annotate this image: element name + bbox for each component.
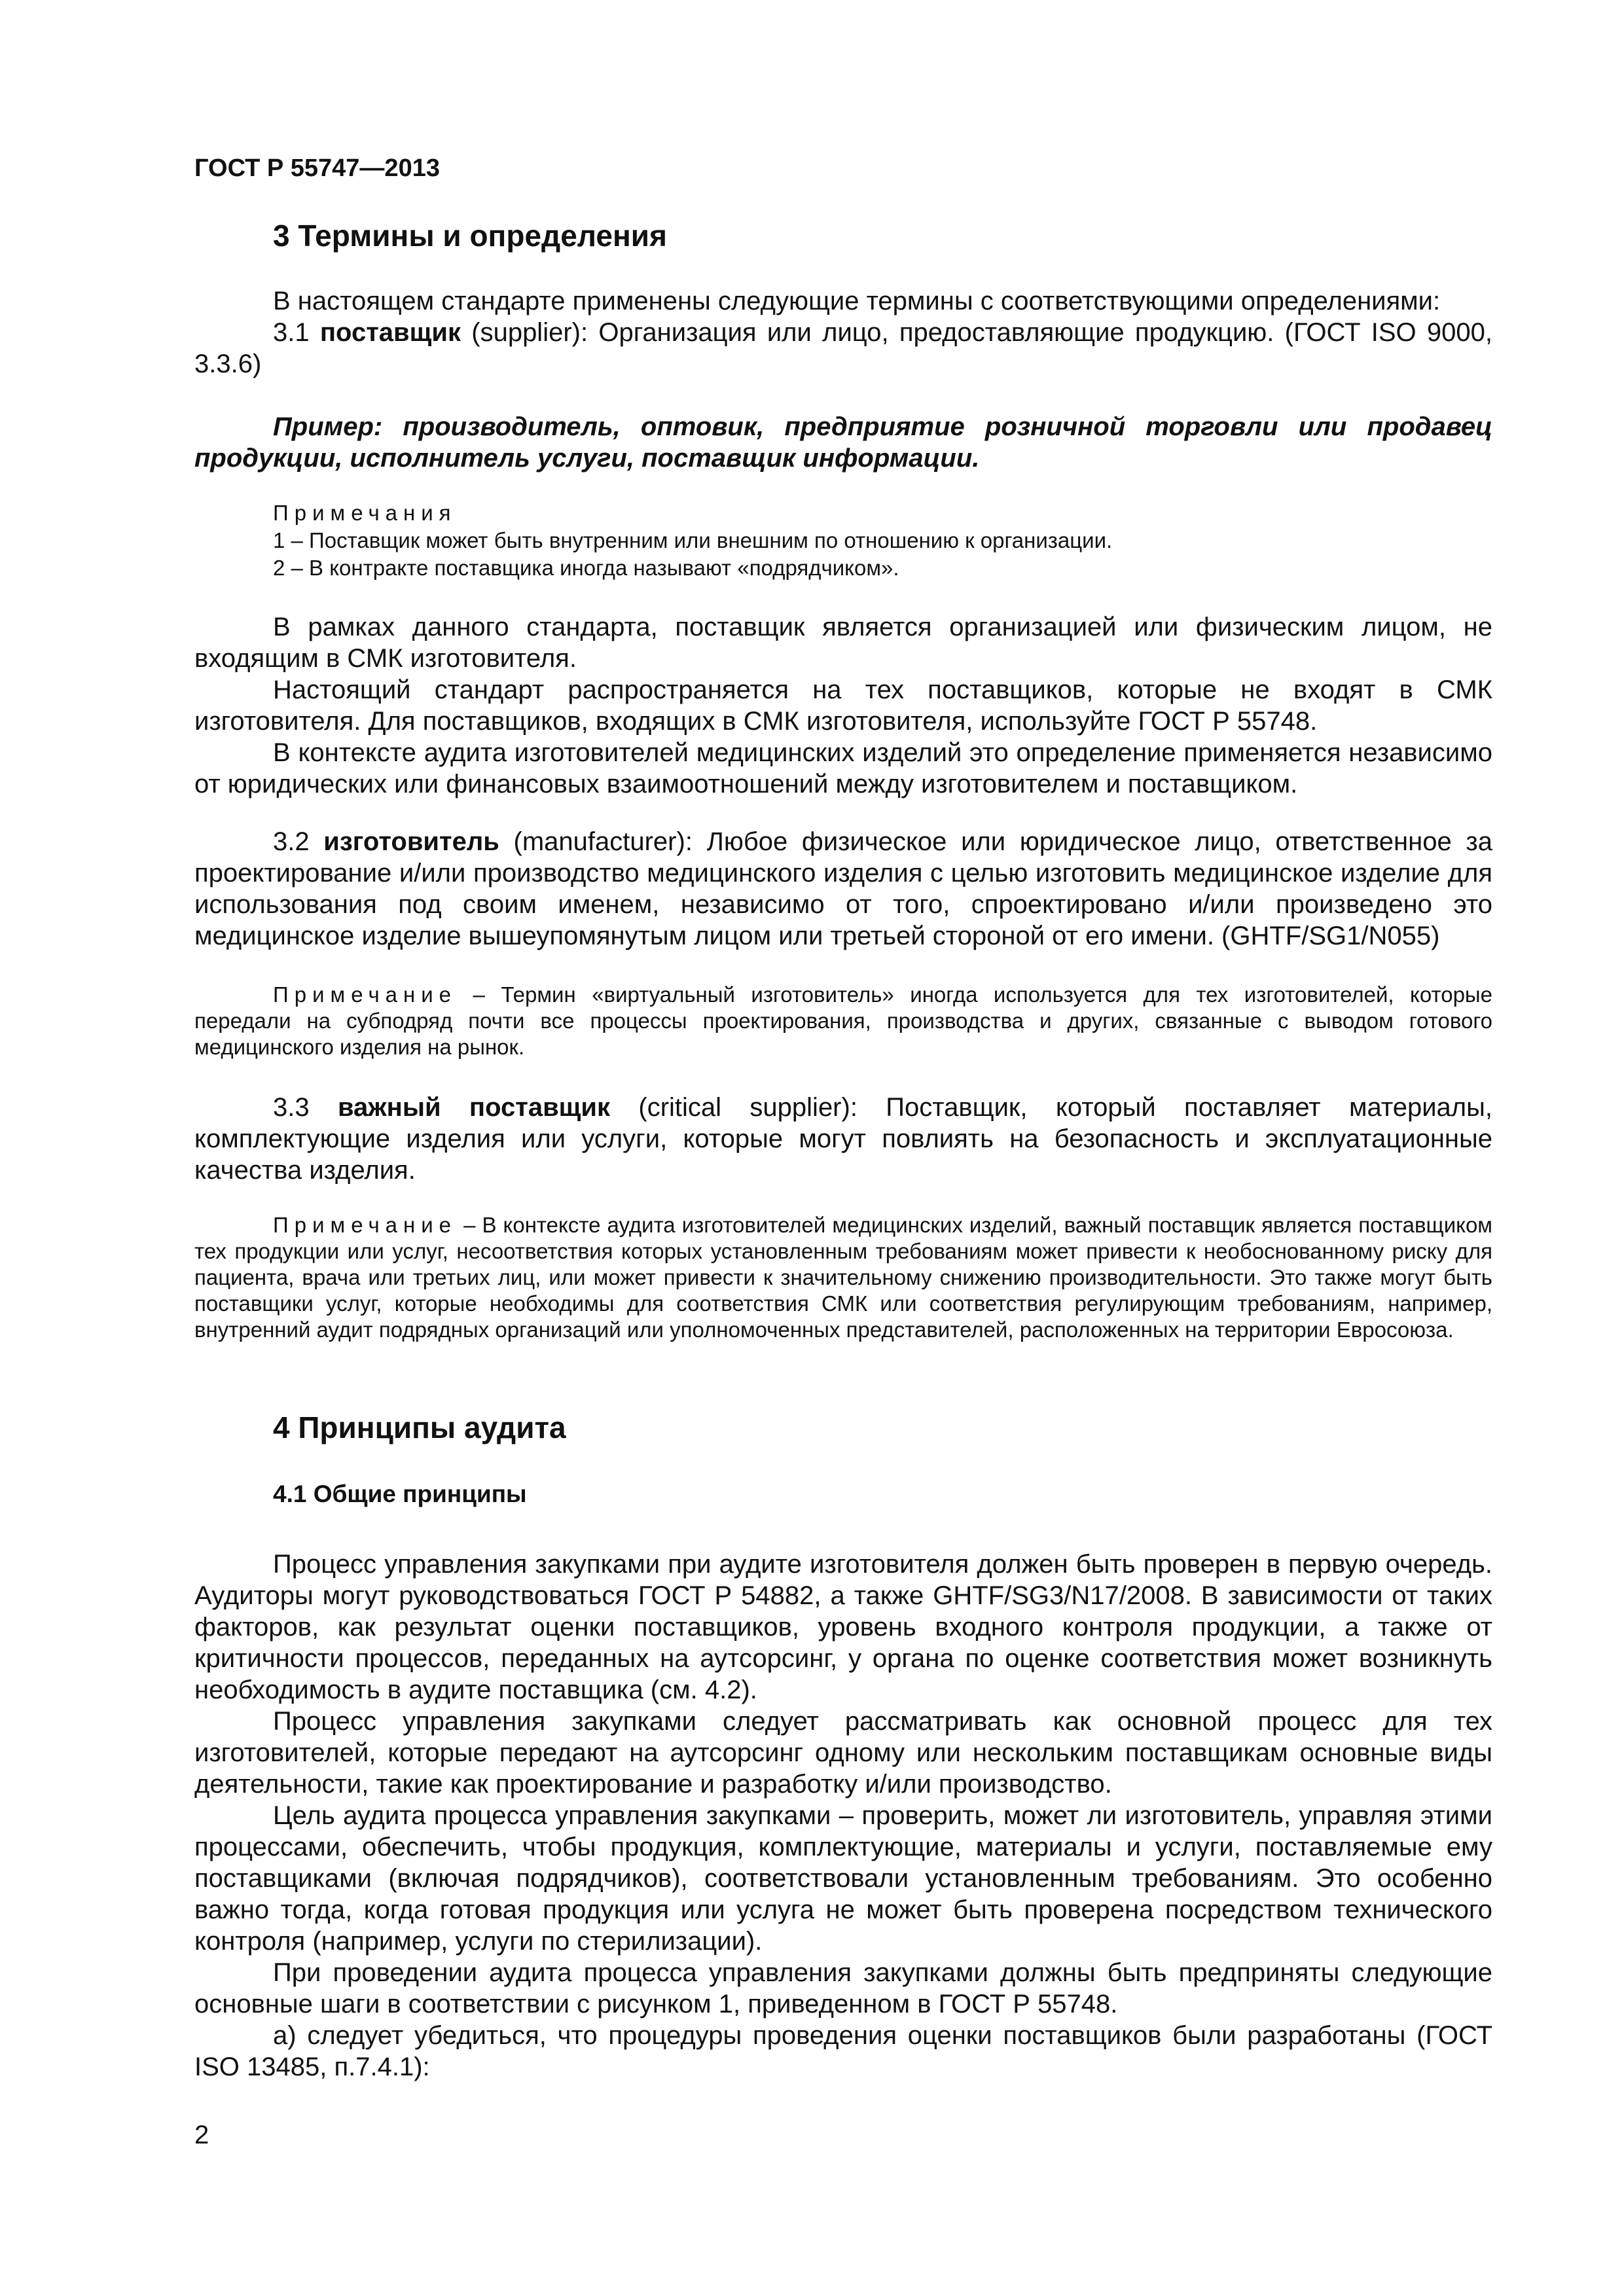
term-definition: (critical supplier): Поставщик, который поставляет материалы, комплектующие изделия или услуги, которые могут повлиять на безопасность и эксплуатационные качества изделия. [194,1093,1493,1185]
section-3-intro: В настоящем стандарте применены следующие термины с соответствующими определениями: [273,287,1441,315]
term-definition: (supplier): Организация или лицо, предоставляющие продукцию. (ГОСТ ISO 9000, 3.3.6) [194,318,1493,378]
paragraph-3-1a: В рамках данного стандарта, поставщик является организацией или физическим лицом, не входящим в СМК изготовителя. [194,613,1492,673]
document-header: ГОСТ Р 55747—2013 [194,154,440,182]
note-label: Примечание [273,1213,458,1237]
term-name: изготовитель [323,827,499,856]
paragraph-3-1b: Настоящий стандарт распространяется на тех поставщиков, которые не входят в СМК изготовителя. Для поставщиков, входящих в СМК изготовителя, используйте ГОСТ Р 55748. [194,675,1492,736]
note-2: 2 – В контракте поставщика иногда называют «подрядчиком». [273,556,899,580]
page-number: 2 [194,2121,209,2149]
paragraph-4-1d: При проведении аудита процесса управления закупками должны быть предприняты следующие основные шаги в соответствии с рисунком 1, приведенном в ГОСТ Р 55748. [194,1958,1492,2018]
term-definition: (manufacturer): Любое физическое или юридическое лицо, ответственное за проектирование и/или производство медицинского изделия с целью изготовить медицинское изделие для использования под своим именем, независимо от того, спроектировано и/или произведено это медицинское изделие вышеупомянутым лицом или третьей стороной от его имени. (GHTF/SG1/N055) [194,827,1492,950]
note-text: – Термин «виртуальный изготовитель» иногда используется для тех изготовителей, которые передали на субподряд почти все процессы проектирования, производства и других, связанные с выводом готового медицинского изделия на рынок. [194,982,1492,1059]
section-4-title: 4 Принципы аудита [273,1410,566,1444]
note-text: – В контексте аудита изготовителей медицинских изделий, важный поставщик является поставщиком тех продукции или услуг, несоответствия которых установленным требованиям может привести к необоснованному риску для пациента, врача или третьих лиц, или может привести к значительному снижению производительности. Это также могут быть поставщики услуг, которые необходимы для соответствия СМК или соответствия регулирующим требованиям, например, внутренний аудит подрядных организаций или уполномоченных представителей, расположенных на территории Евросоюза. [194,1213,1492,1342]
term-number: 3.1 [273,318,310,347]
paragraph-4-1b: Процесс управления закупками следует рассматривать как основной процесс для тех изготовителей, которые передают на аутсорсинг одному или нескольким поставщикам основные виды деятельности, такие как проектирование и разработку и/или производство. [194,1707,1492,1799]
paragraph-3-1c: В контексте аудита изготовителей медицинских изделий это определение применяется независимо от юридических или финансовых взаимоотношений между изготовителем и поставщиком. [194,738,1492,798]
term-3-3 [194,1092,1492,1186]
example-3-1: Пример: производитель, оптовик, предприятие розничной торговли или продавец продукции, исполнитель услуги, поставщик информации. [194,412,1492,473]
paragraph-4-1a: Процесс управления закупками при аудите изготовителя должен быть проверен в первую очередь. Аудиторы могут руководствоваться ГОСТ Р 54882, а также GHTF/SG3/N17/2008. В зависимости от таких факторов, как результат оценки поставщиков, уровень входного контроля продукции, а также от критичности процессов, переданных на аутсорсинг, у органа по оценке соответствия может возникнуть необходимость в аудите поставщика (см. 4.2). [194,1550,1492,1704]
paragraph-4-1c: Цель аудита процесса управления закупками – проверить, может ли изготовитель, управляя этими процессами, обеспечить, чтобы продукция, комплектующие, материалы и услуги, поставляемые ему поставщиками (включая подрядчиков), соответствовали установленным требованиям. Это особенно важно тогда, когда готовая продукция или услуга не может быть проверена посредством технического контроля (например, услуги по стерилизации). [194,1801,1492,1956]
note-3-2 [194,982,1492,1060]
term-3-2 [194,826,1492,952]
note-1: 1 – Поставщик может быть внутренним или внешним по отношению к организации. [273,528,1113,552]
note-label: Примечание [273,982,458,1007]
term-name: поставщик [319,318,461,347]
term-3-1 [194,317,1492,380]
note-3-3 [194,1212,1492,1343]
notes-label: Примечания [273,501,457,525]
paragraph-4-1e: а) следует убедиться, что процедуры проведения оценки поставщиков были разработаны (ГОСТ ISO 13485, п.7.4.1): [194,2021,1492,2081]
subsection-4-1-title: 4.1 Общие принципы [273,1480,527,1507]
term-number: 3.2 [273,827,310,856]
section-3-title: 3 Термины и определения [273,219,667,253]
term-number: 3.3 [273,1093,310,1122]
term-name: важный поставщик [337,1093,611,1122]
